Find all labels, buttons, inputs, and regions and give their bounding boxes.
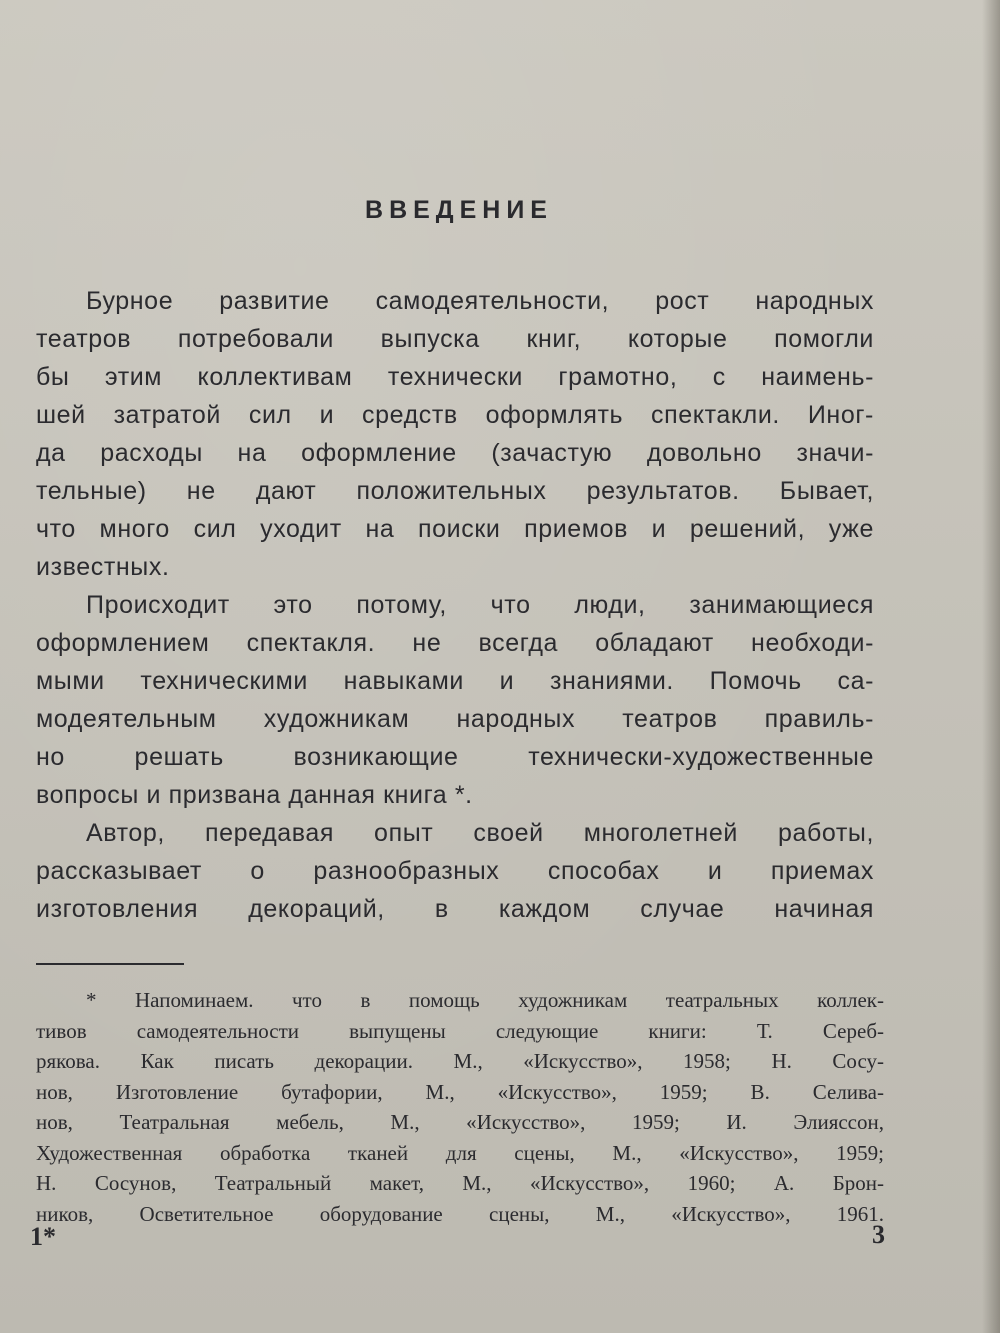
page-heading: ВВЕДЕНИЕ: [365, 196, 553, 224]
footnote: [36, 985, 884, 1229]
text-line: мыми техническими навыками и знаниями. Помочь са-: [36, 667, 874, 695]
paragraph-1: [36, 282, 874, 586]
text-line: изготовления декораций, в каждом случае начиная: [36, 895, 874, 923]
text-line: Происходит это потому, что люди, занимающиеся: [86, 591, 874, 619]
text-line: оформлением спектакля. не всегда обладают необходи-: [36, 629, 874, 657]
text-line: тельные) не дают положительных результатов. Бывает,: [36, 477, 874, 505]
text-line: шей затратой сил и средств оформлять спектакли. Иног-: [36, 401, 874, 429]
footnote-line: * Напоминаем. что в помощь художникам театральных коллек-: [86, 988, 884, 1012]
text-line: модеятельным художникам народных театров правиль-: [36, 705, 874, 733]
text-line: но решать возникающие технически-художественные: [36, 743, 874, 771]
footnote-line: Художественная обработка тканей для сцены, М., «Искусство», 1959;: [36, 1140, 884, 1165]
footnote-line: Н. Сосунов, Театральный макет, М., «Искусство», 1960; А. Брон-: [36, 1171, 884, 1195]
paragraph-2: [36, 586, 874, 814]
text-line: бы этим коллективам технически грамотно, с наимень-: [36, 363, 874, 391]
footnote-line: рякова. Как писать декорации. М., «Искусство», 1958; Н. Сосу-: [36, 1049, 884, 1073]
footnote-divider: [36, 963, 184, 965]
text-line: рассказывает о разнообразных способах и приемах: [36, 857, 874, 885]
signature-mark: 1*: [30, 1222, 56, 1251]
footnote-line: ников, Осветительное оборудование сцены, М., «Искусство», 1961.: [36, 1201, 884, 1226]
footnote-line: нов, Изготовление бутафории, М., «Искусство», 1959; В. Селива-: [36, 1079, 884, 1104]
page-number: 3: [872, 1220, 885, 1249]
text-line: вопросы и призвана данная книга *.: [36, 781, 473, 809]
paragraph-3: [36, 814, 874, 928]
text-line: известных.: [36, 553, 170, 581]
page-edge-shadow: [982, 0, 1000, 1333]
footnote-line: тивов самодеятельности выпущены следующие книги: Т. Сереб-: [36, 1018, 884, 1043]
text-line: театров потребовали выпуска книг, которые помогли: [36, 325, 874, 353]
text-line: Автор, передавая опыт своей многолетней работы,: [86, 819, 874, 847]
text-line: да расходы на оформление (зачастую довольно значи-: [36, 439, 874, 467]
footnote-line: нов, Театральная мебель, М., «Искусство», 1959; И. Элияссон,: [36, 1110, 884, 1134]
text-line: что много сил уходит на поиски приемов и решений, уже: [36, 515, 874, 543]
text-line: Бурное развитие самодеятельности, рост народных: [86, 287, 874, 315]
